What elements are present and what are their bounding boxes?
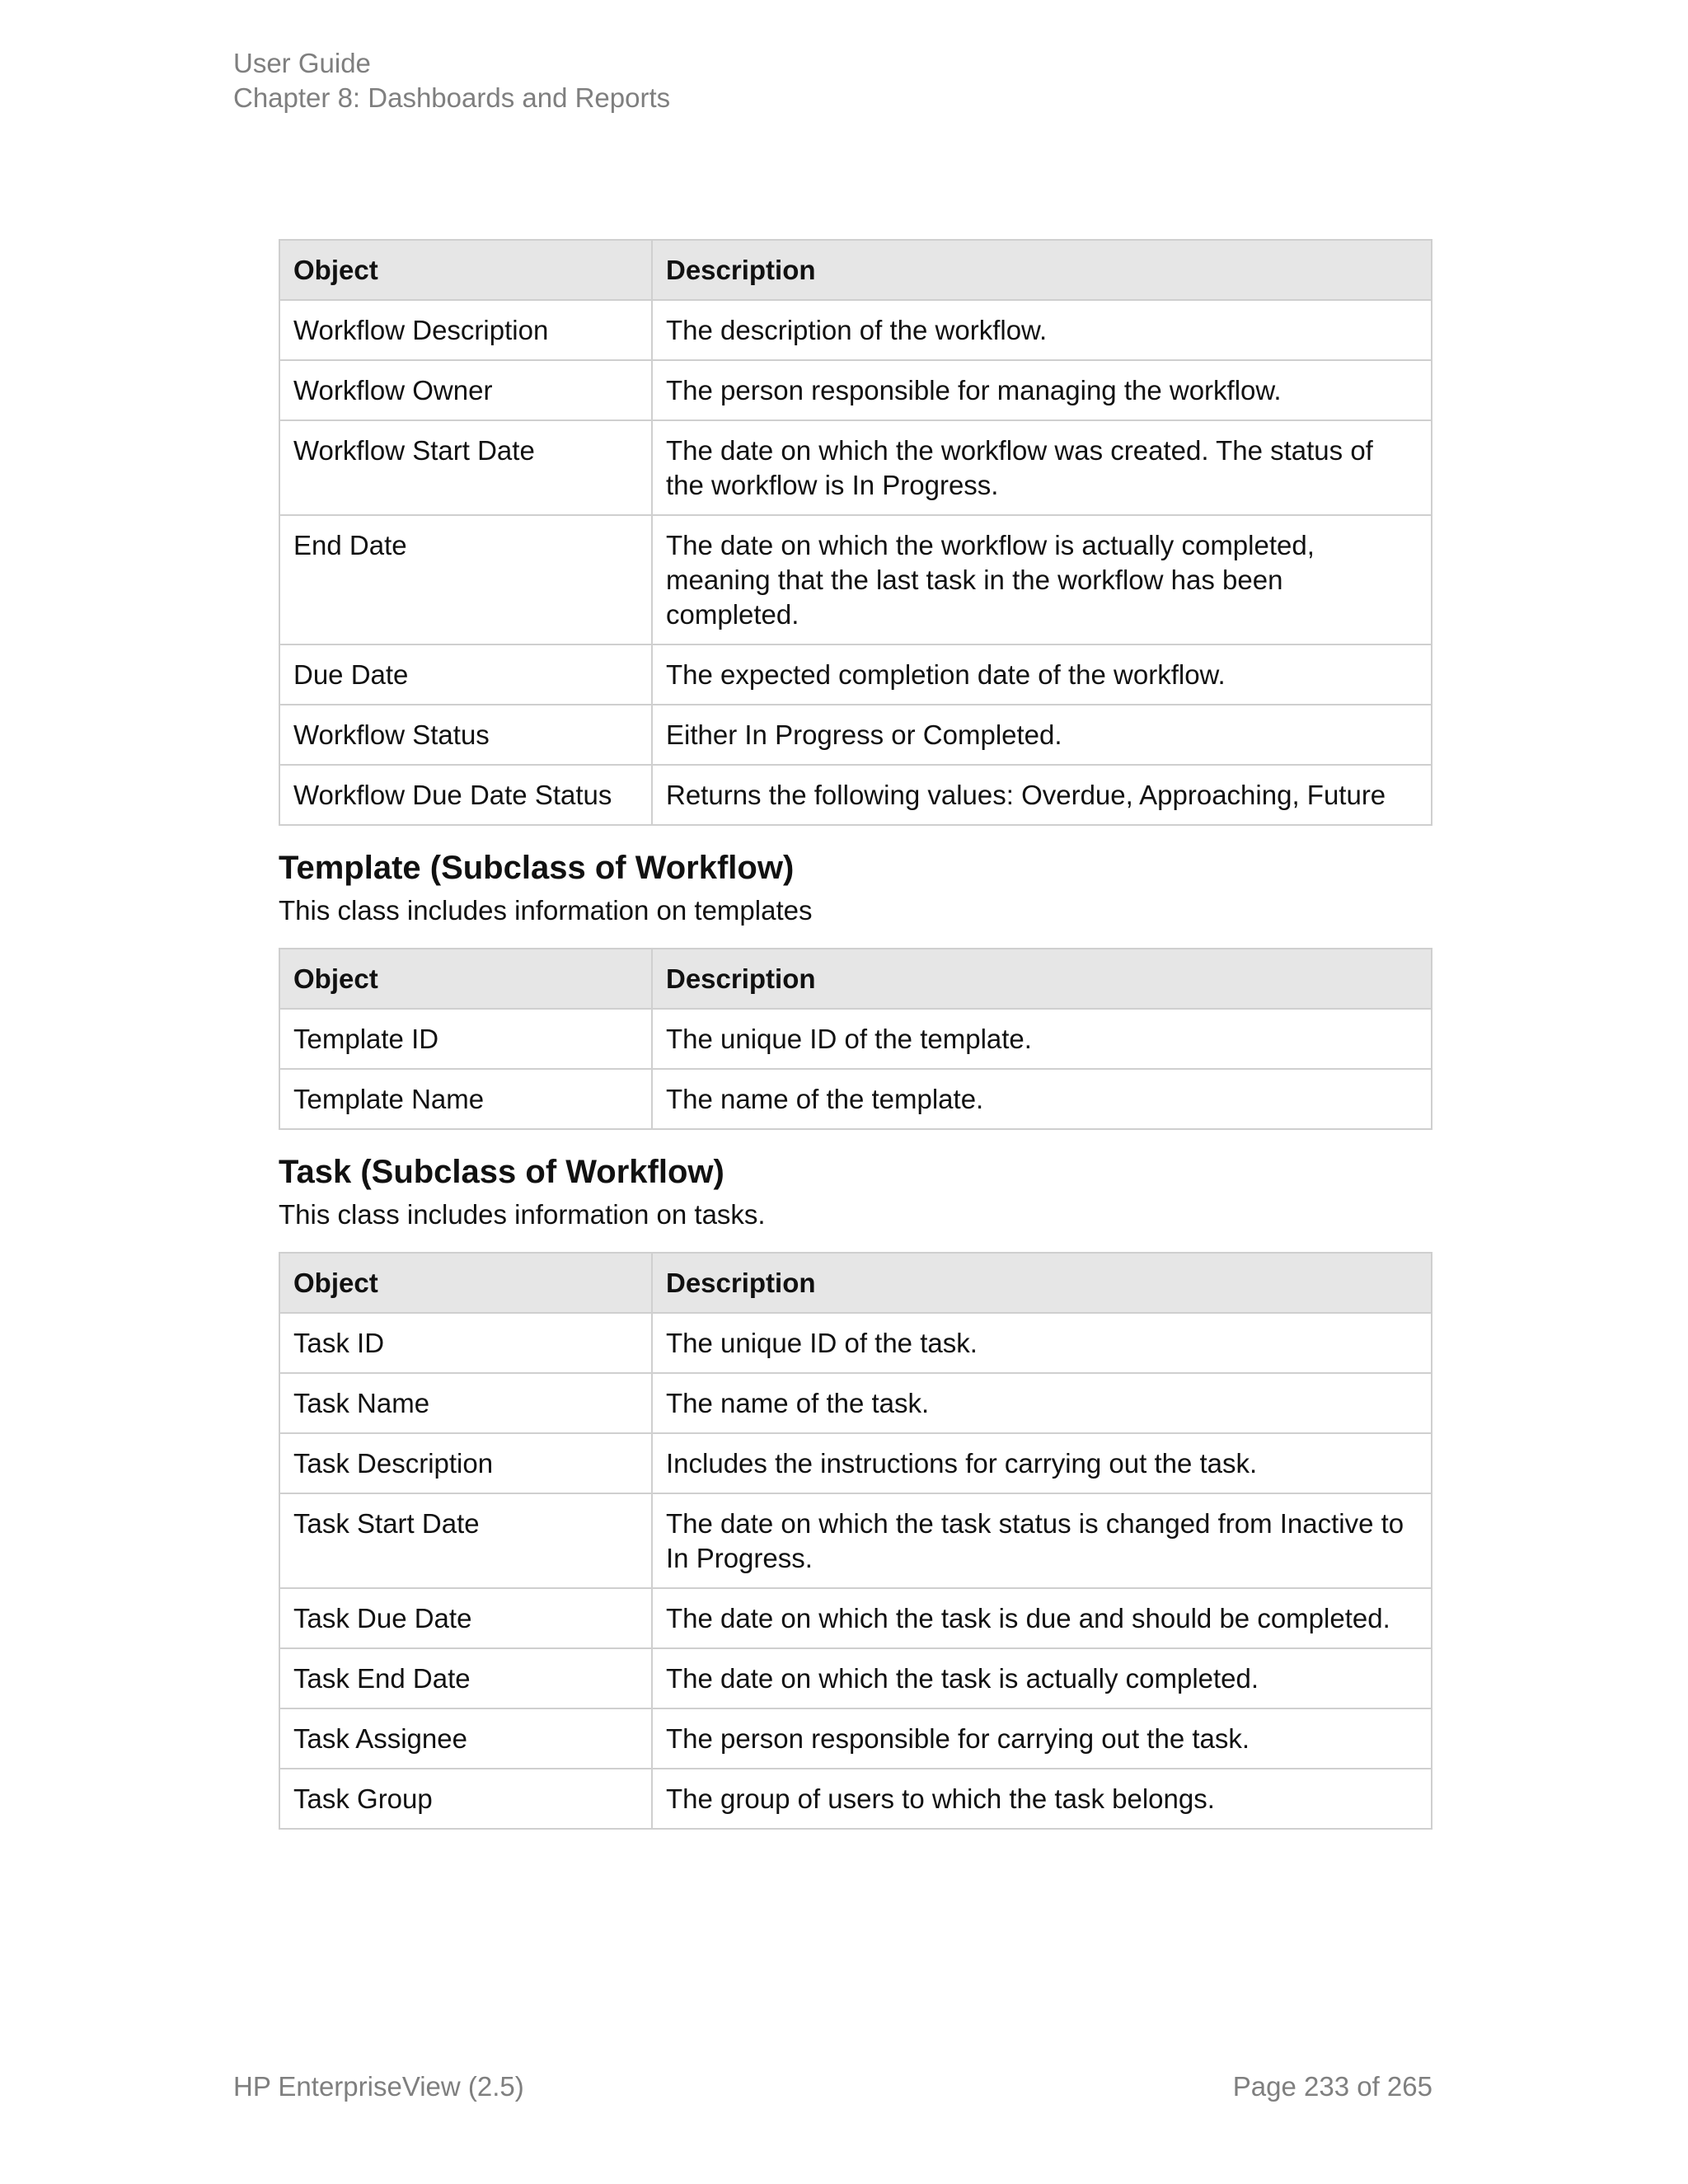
description-cell: The date on which the workflow is actually completed, meaning that the last task in the workflow has been completed. [652, 515, 1432, 644]
template-section-heading: Template (Subclass of Workflow) [279, 850, 795, 886]
object-cell: Task Due Date [279, 1588, 652, 1648]
description-cell: The description of the workflow. [652, 300, 1432, 360]
column-header-object: Object [279, 240, 652, 300]
description-cell: The name of the template. [652, 1069, 1432, 1129]
object-cell: Task ID [279, 1313, 652, 1373]
column-header-object: Object [279, 1253, 652, 1313]
description-cell: The date on which the workflow was created. The status of the workflow is In Progress. [652, 420, 1432, 515]
description-cell: The name of the task. [652, 1373, 1432, 1433]
object-cell: Workflow Description [279, 300, 652, 360]
object-cell: Task Group [279, 1769, 652, 1829]
template-section-intro: This class includes information on templates [279, 895, 813, 926]
header-guide-title: User Guide [233, 48, 371, 78]
description-cell: The date on which the task status is changed from Inactive to In Progress. [652, 1493, 1432, 1588]
table-row [279, 705, 1432, 765]
description-cell: The date on which the task is actually completed. [652, 1648, 1432, 1708]
description-cell: The person responsible for carrying out the task. [652, 1708, 1432, 1769]
table-row [279, 1708, 1432, 1769]
description-cell: Either In Progress or Completed. [652, 705, 1432, 765]
table-row [279, 1493, 1432, 1588]
table-row [279, 765, 1432, 825]
description-cell: Includes the instructions for carrying out the task. [652, 1433, 1432, 1493]
workflow-objects-table [279, 239, 1432, 826]
table-row [279, 1069, 1432, 1129]
task-objects-table [279, 1252, 1432, 1830]
table-row [279, 360, 1432, 420]
description-cell: Returns the following values: Overdue, Approaching, Future [652, 765, 1432, 825]
table-row [279, 1373, 1432, 1433]
table-header-row [279, 949, 1432, 1009]
task-section-intro: This class includes information on tasks. [279, 1199, 766, 1230]
object-cell: Due Date [279, 644, 652, 705]
table-row [279, 1433, 1432, 1493]
column-header-description: Description [652, 240, 1432, 300]
object-cell: Workflow Owner [279, 360, 652, 420]
description-cell: The unique ID of the template. [652, 1009, 1432, 1069]
column-header-description: Description [652, 1253, 1432, 1313]
description-cell: The expected completion date of the workflow. [652, 644, 1432, 705]
table-row [279, 1648, 1432, 1708]
table-row [279, 515, 1432, 644]
task-section-heading: Task (Subclass of Workflow) [279, 1154, 724, 1190]
column-header-object: Object [279, 949, 652, 1009]
table-row [279, 1769, 1432, 1829]
table-row [279, 1588, 1432, 1648]
object-cell: Workflow Start Date [279, 420, 652, 515]
object-cell: End Date [279, 515, 652, 644]
object-cell: Task Name [279, 1373, 652, 1433]
object-cell: Workflow Due Date Status [279, 765, 652, 825]
object-cell: Task Start Date [279, 1493, 652, 1588]
object-cell: Workflow Status [279, 705, 652, 765]
object-cell: Task Assignee [279, 1708, 652, 1769]
object-cell: Task End Date [279, 1648, 652, 1708]
description-cell: The date on which the task is due and should be completed. [652, 1588, 1432, 1648]
header-chapter-title: Chapter 8: Dashboards and Reports [233, 82, 671, 113]
table-row [279, 1313, 1432, 1373]
description-cell: The person responsible for managing the workflow. [652, 360, 1432, 420]
object-cell: Task Description [279, 1433, 652, 1493]
table-row [279, 420, 1432, 515]
column-header-description: Description [652, 949, 1432, 1009]
running-header [233, 46, 670, 115]
table-row [279, 644, 1432, 705]
description-cell: The unique ID of the task. [652, 1313, 1432, 1373]
table-header-row [279, 240, 1432, 300]
object-cell: Template ID [279, 1009, 652, 1069]
table-row [279, 1009, 1432, 1069]
template-objects-table [279, 948, 1432, 1130]
object-cell: Template Name [279, 1069, 652, 1129]
footer-product-name: HP EnterpriseView (2.5) [233, 2071, 524, 2102]
table-header-row [279, 1253, 1432, 1313]
page-content [279, 239, 1431, 1830]
table-row [279, 300, 1432, 360]
description-cell: The group of users to which the task belongs. [652, 1769, 1432, 1829]
footer-page-number: Page 233 of 265 [1232, 2071, 1432, 2102]
